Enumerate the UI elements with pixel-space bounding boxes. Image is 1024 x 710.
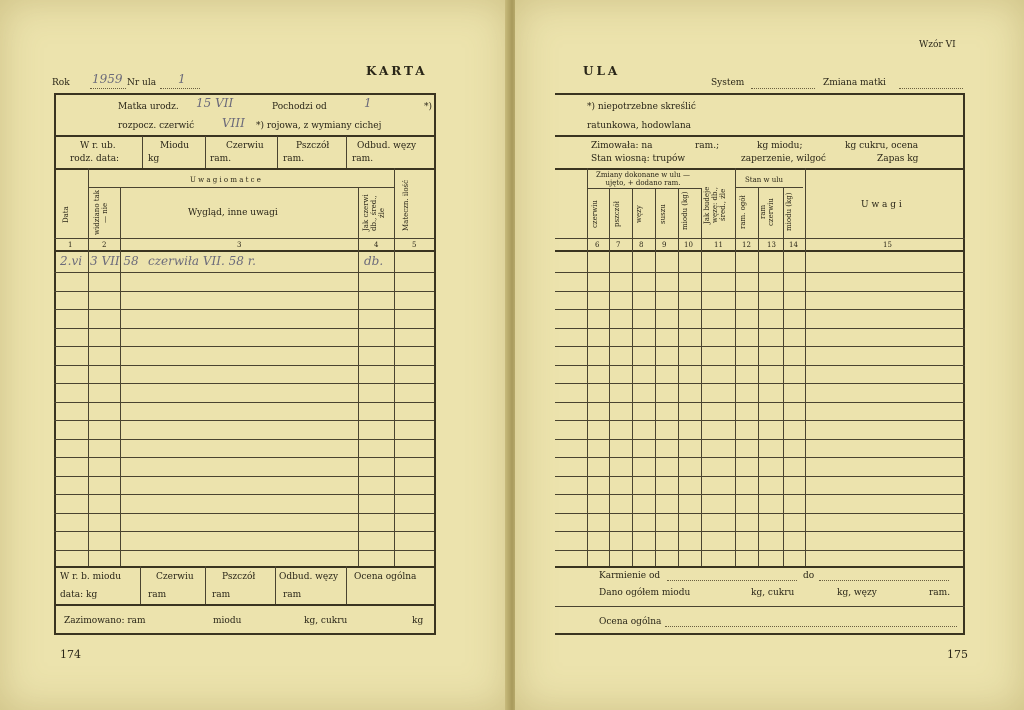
ram-label-1: ram. [210,154,232,164]
column-number: 13 [767,241,776,249]
wrb-miodu-label: W r. b. miodu [60,572,122,582]
column-number: 10 [684,241,693,249]
kg-label: kg [148,154,160,164]
ram-label-2: ram. [283,154,305,164]
ruled-line [555,291,965,292]
col-jak-czerwi-header: Jak czerwi db., śred., źle [362,194,386,232]
ruled-line [555,328,965,329]
ratunkowa-text: ratunkowa, hodowlana [587,121,692,131]
ruled-line [54,513,434,514]
page-number-right: 175 [947,648,968,661]
col-mateczniki-header: Mateczn. ilość [402,179,410,231]
system-label: System [711,78,745,88]
pochodzi-value: 1 [364,96,372,110]
ruled-line [655,188,656,566]
ruled-line [54,494,434,495]
czerwiu-label: Czerwiu [226,141,264,151]
ruled-line [54,272,434,273]
matka-urodz-label: Matka urodz. [118,102,179,112]
ruled-line [54,420,434,421]
ruled-line [632,188,633,566]
col-widziano-header: widziano tak — nie [93,190,109,236]
ruled-line [54,383,434,384]
entry-date: 2.vi [60,254,83,268]
ruled-line [555,365,965,366]
rok-label: Rok [52,78,70,88]
ruled-line [555,531,965,532]
zmiana-matki-label: Zmiana matki [823,78,886,88]
footer-pszczol-label: Pszczół [222,572,256,582]
ruled-line [555,420,965,421]
ruled-line [555,476,965,477]
ruled-line [735,168,736,566]
ruled-line [609,188,610,566]
miodu-label: Miodu [160,141,190,151]
ruled-line [54,476,434,477]
column-number: 12 [742,241,751,249]
col-data-header: Data [62,206,70,224]
ruled-line [678,188,679,566]
page-title-karta: KARTA [366,64,428,78]
ruled-line [54,439,434,440]
footnote-mark: *) [424,102,433,112]
entry-wyglad: czerwiła VII. 58 r. [148,254,256,268]
ocena-ogolna-label: Ocena ogólna [599,617,662,627]
column-number: 9 [662,241,667,249]
niepotrzebne-note: *) niepotrzebne skreślić [587,102,696,112]
ruled-line [555,439,965,440]
page-number-left: 174 [60,648,81,661]
zimowala-label: Zimowała: na [591,141,653,151]
stan-wiosna-label: Stan wiosną: trupów [591,154,686,164]
ruled-line [54,402,434,403]
ruled-line [54,291,434,292]
matka-urodz-value: 15 VII [196,96,234,110]
col-uwagi-header: U w a g i [861,200,902,210]
ruled-line [758,188,759,566]
rozpocz-label: rozpocz. czerwić [118,121,195,131]
footer-ocena-label: Ocena ogólna [354,572,417,582]
ruled-line [555,383,965,384]
ruled-line [701,188,702,566]
ruled-line [54,309,434,310]
nr-ula-label: Nr ula [127,78,157,88]
footer-czerwiu-label: Czerwiu [156,572,194,582]
column-number: 11 [714,241,723,249]
ruled-line [54,365,434,366]
entry-widziano: 3 VII 58 [90,254,139,268]
column-number: 8 [639,241,644,249]
ruled-line [54,550,434,551]
ruled-line [555,272,965,273]
dano-label: Dano ogółem miodu [599,588,691,598]
page-title-ula: ULA [583,64,621,78]
ruled-line [555,346,965,347]
ruled-line [555,550,965,551]
ruled-line [54,457,434,458]
rojowa-text: *) rojowa, z wymiany cichej [256,121,382,131]
wr-ub-label: W r. ub. [80,141,116,151]
uwagi-o-matce-header: U w a g i o m a t c e [190,176,261,184]
ruled-line [555,457,965,458]
ruled-line [805,168,806,566]
data-kg-label: data: kg [60,590,98,600]
column-number: 7 [616,241,621,249]
column-number: 14 [789,241,798,249]
ruled-line [555,309,965,310]
rok-value: 1959 [92,72,123,86]
ruled-line [54,531,434,532]
ruled-line [555,494,965,495]
ruled-line [783,188,784,566]
ruled-line [54,328,434,329]
pszczol-label: Pszczół [296,141,330,151]
pochodzi-label: Pochodzi od [272,102,327,112]
ram-label-3: ram. [352,154,374,164]
ruled-line [555,513,965,514]
entry-jak: db. [364,254,384,268]
nr-ula-value: 1 [178,72,186,86]
wzor-label: Wzór VI [919,40,956,50]
ruled-line [587,168,588,566]
col-wyglad-header: Wygląd, inne uwagi [188,208,278,218]
column-number: 15 [883,241,892,249]
column-number: 6 [595,241,600,249]
rodz-data-label: rodz. data: [70,154,120,164]
stan-w-ulu-header: Stan w ulu [745,176,783,184]
karmienie-label: Karmienie od [599,571,661,581]
ruled-line [555,402,965,403]
footer-odbud-label: Odbud. węzy [279,572,339,582]
zazimowano-label: Zazimowano: ram [64,616,146,626]
rozpocz-value: VIII [222,116,245,130]
left-page: Rok 1959 Nr ula 1 KARTA Matka urodz. 15 VII Pochodzi od 1 *) rozpocz. czerwić VIII *) rojowa, z wymiany cichej W r. ub. rodz. data: Miodu kg Czerwiu ram. Pszczół ram. Odbud. węzy ram. U w a g i o m a t c e Data widziano tak — nie Wygląd, inne uwagi Jak czerwi db., śred., źle Mateczn. ilość 1 2 3 4 5 2.vi 3 VII 58 czerwiła VII. 58 r. db. W r. b. miodu data: kg Czerwiu ram Pszczół ram Odbud. węzy ram Ocena ogólna Zazimowano: ram miodu kg, cukru kg 174 [0,0,509,710]
odbud-label: Odbud. węzy [357,141,417,151]
right-page: Wzór VI ULA System Zmiana matki *) niepotrzebne skreślić ratunkowa, hodowlana Zimowała: na ram.; kg miodu; kg cukru, ocena Stan wiosną: trupów zaperzenie, wilgoć Zapas kg Zmiany dokonane w ulu — ujęto, + dodano ram. Stan w ulu czerwiu pszczół węzy suszu miodu (kg) Jak budeje węzę: db., śred., źle ram. ogół ram czerwiu miodu (kg) U w a g i 6 7 8 9 10 11 12 13 14 15 Karmienie od do Dano ogółem miodu kg, cukru kg, węzy ram. Ocena ogólna 175 [515,0,1024,710]
zmiany-header: Zmiany dokonane w ulu — ujęto, + dodano ram. [595,171,690,187]
ruled-line [54,346,434,347]
